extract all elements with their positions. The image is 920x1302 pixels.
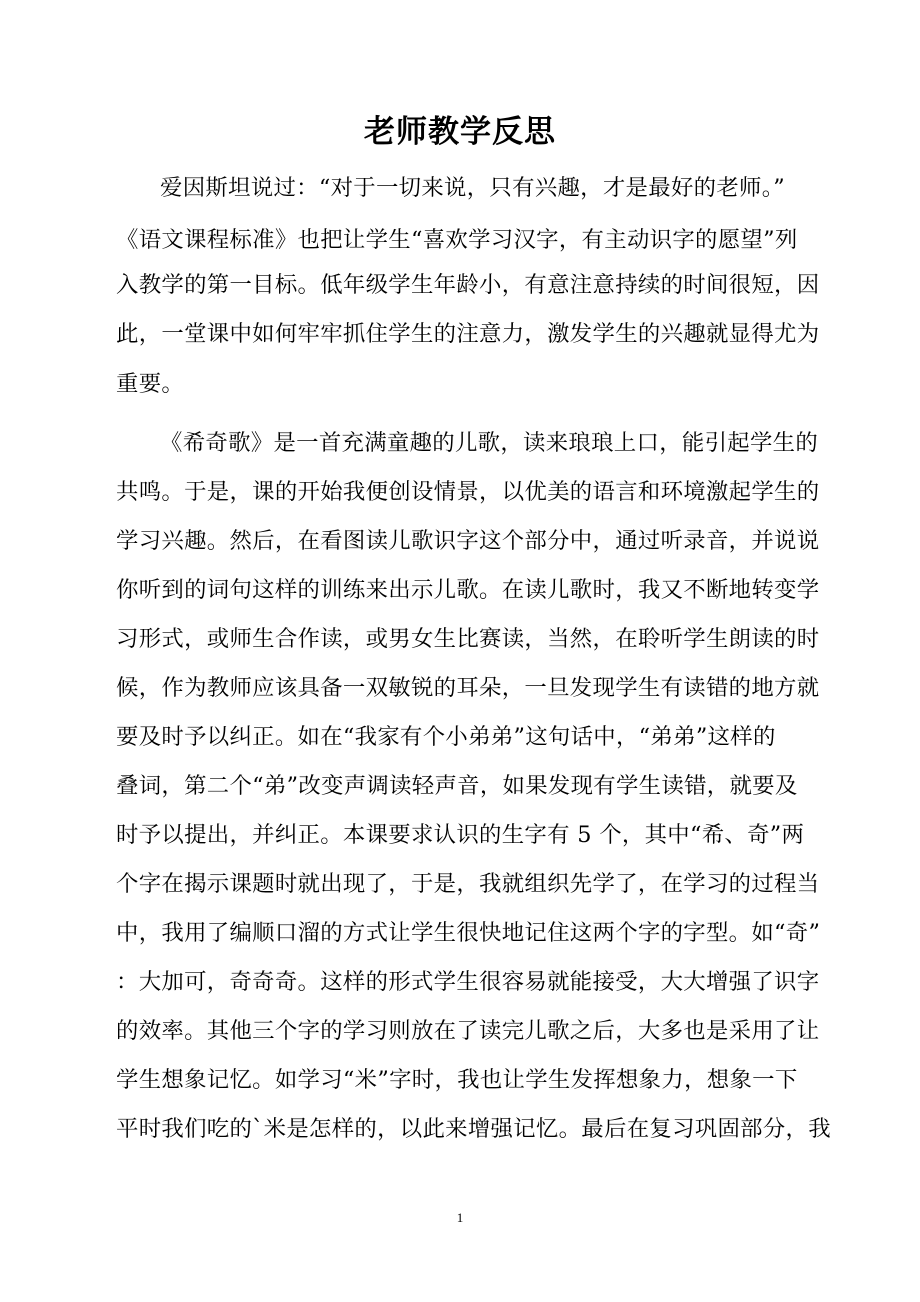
text-line: 中，我用了编顺口溜的方式让学生很快地记住这两个字的字型。如“奇” — [116, 920, 821, 946]
text-line: 学习兴趣。然后，在看图读儿歌识字这个部分中，通过听录音，并说说 — [116, 528, 820, 554]
text-line: 叠词，第二个“弟”改变声调读轻声音，如果发现有学生读错，就要及 — [116, 773, 798, 799]
text-line: 重要。 — [116, 371, 185, 397]
text-line: 你听到的词句这样的训练来出示儿歌。在读儿歌时，我又不断地转变学 — [116, 577, 820, 603]
text-line: 《语文课程标准》也把让学生“喜欢学习汉字，有主动识字的愿望”列 — [116, 227, 798, 253]
text-line: 平时我们吃的`米是怎样的，以此来增强记忆。最后在复习巩固部分，我 — [116, 1116, 831, 1142]
text-line: 个字在揭示课题时就出现了，于是，我就组织先学了，在学习的过程当 — [116, 871, 820, 897]
text-line: 共鸣。于是，课的开始我便创设情景，以优美的语言和环境激起学生的 — [116, 479, 820, 505]
text-line: 习形式，或师生合作读，或男女生比赛读，当然，在聆听学生朗读的时 — [116, 626, 820, 652]
text-line: 时予以提出，并纠正。本课要求认识的生字有 5 个，其中“希、奇”两 — [116, 822, 805, 848]
text-line: 入教学的第一目标。低年级学生年龄小，有意注意持续的时间很短，因 — [116, 272, 820, 298]
text-line: ：大加可，奇奇奇。这样的形式学生很容易就能接受，大大增强了识字 — [116, 969, 820, 995]
text-line: 《希奇歌》是一首充满童趣的儿歌，读来琅琅上口，能引起学生的 — [160, 430, 819, 456]
text-line: 要及时予以纠正。如在“我家有个小弟弟”这句话中，“弟弟”这样的 — [116, 724, 776, 750]
document-title: 老师教学反思 — [364, 114, 556, 150]
text-line: 候，作为教师应该具备一双敏锐的耳朵，一旦发现学生有读错的地方就 — [116, 675, 820, 701]
text-line: 爱因斯坦说过：“对于一切来说，只有兴趣，才是最好的老师。” — [160, 175, 785, 201]
text-line: 学生想象记忆。如学习“米”字时，我也让学生发挥想象力，想象一下 — [116, 1067, 798, 1093]
text-line: 此，一堂课中如何牢牢抓住学生的注意力，激发学生的兴趣就显得尤为 — [116, 321, 820, 347]
text-line: 的效率。其他三个字的学习则放在了读完儿歌之后，大多也是采用了让 — [116, 1018, 820, 1044]
page-number: 1 — [456, 1210, 464, 1225]
